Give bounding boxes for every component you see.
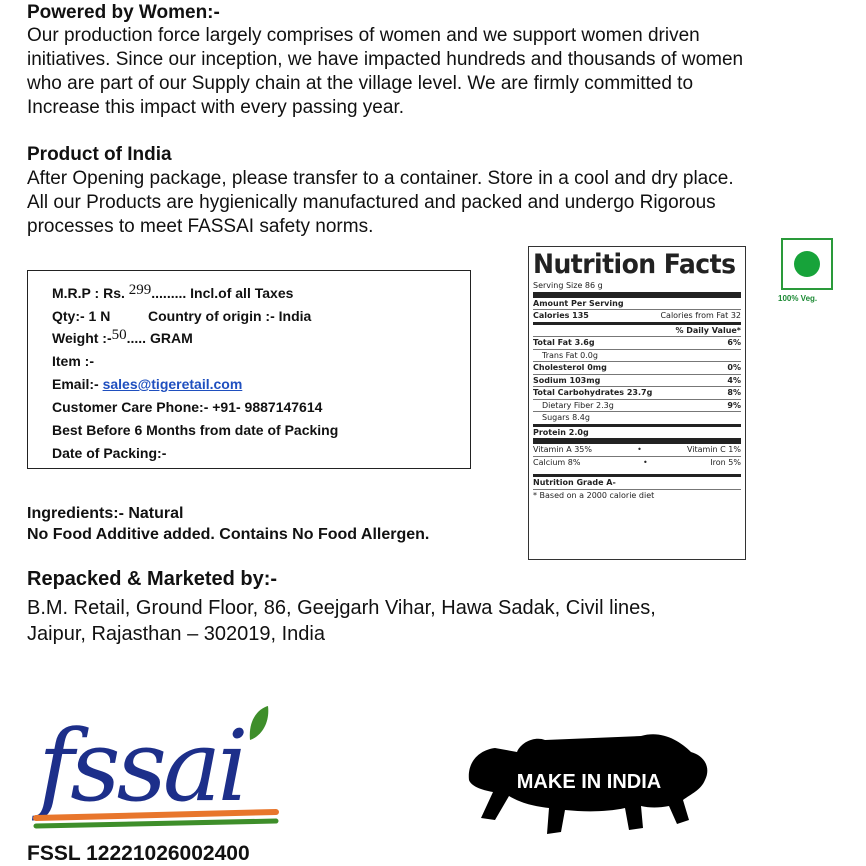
mrp-value: 299 [128,282,152,298]
nutrition-facts-panel [528,246,746,560]
sugars-row [533,411,741,424]
cholesterol-dv: 0% [727,363,741,372]
qty-line: Qty:- 1 N [52,308,111,324]
ingredients [27,503,429,545]
women-line: initiatives. Since our inception, we have impacted hundreds and thousands of women [27,49,744,70]
fssai-logo-icon [30,700,290,835]
women-line: Increase this impact with every passing year. [27,97,405,118]
vitamin-c: Vitamin C 1% [686,445,741,454]
india-paragraph [27,167,734,239]
vitamin-row [533,438,741,456]
sodium-row [533,374,741,387]
weight-value: 50 [111,327,127,343]
marketed-address [27,595,656,647]
make-in-india-lion-icon [465,728,715,840]
sugars: Sugars 8.4g [542,413,590,422]
calories-from-fat: Calories from Fat 32 [660,311,741,320]
serving-size-text: Serving Size 86 g [533,281,603,290]
carbs: Total Carbohydrates 23.7g [533,388,653,397]
trans-fat: Trans Fat 0.0g [542,350,598,360]
fssai-license: FSSL 12221026002400 [27,842,250,865]
fiber-row [533,399,741,412]
weight-line [52,329,193,348]
footnote-row [533,489,741,502]
calories: Calories 135 [533,311,589,320]
daily-value-text: % Daily Value* [675,325,741,335]
veg-label: 100% Veg. [778,294,818,303]
cholesterol: Cholesterol 0mg [533,363,607,372]
women-paragraph [27,24,743,120]
cholesterol-row [533,361,741,374]
weight-prefix: Weight :- [52,330,112,346]
india-line: After Opening package, please transfer to a container. Store in a cool and dry place. [27,168,734,189]
marketed-heading: Repacked & Marketed by:- [27,568,278,590]
email-line [52,375,242,393]
address-line: Jaipur, Rajasthan – 302019, India [27,623,325,645]
daily-value-header [533,322,741,337]
email-link[interactable]: sales@tigeretail.com [102,376,243,392]
fiber: Dietary Fiber 2.3g [542,400,614,410]
serving-size [533,280,741,292]
phone-line: Customer Care Phone:- +91- 9887147614 [52,399,323,415]
india-heading: Product of India [27,144,172,165]
trans-fat-row [533,349,741,362]
nutrition-title: Nutrition Facts [533,249,736,280]
women-line: who are part of our Supply chain at the village level. We are firmly committed to [27,73,694,94]
calcium: Calcium 8% [533,457,581,467]
fssai-logo-text: fssai [38,710,245,824]
mrp-line [52,284,293,303]
total-fat: Total Fat 3.6g [533,338,595,347]
amount-per-serving [533,292,741,310]
women-line: Our production force largely comprises of women and we support women driven [27,25,700,46]
mrp-prefix: M.R.P : Rs. [52,285,125,301]
bullet: • [643,457,648,467]
email-prefix: Email:- [52,376,99,392]
make-in-india-text: MAKE IN INDIA [516,771,662,793]
protein: Protein 2.0g [533,427,589,437]
sodium-dv: 4% [727,375,741,385]
ingredients-line: Ingredients:- Natural [27,505,184,522]
allergen-line: No Food Additive added. Contains No Food Allergen. [27,526,430,543]
product-label-box [27,270,471,469]
women-heading: Powered by Women:- [27,2,220,23]
weight-suffix: ..... GRAM [126,330,193,346]
carbs-dv: 8% [727,388,741,397]
calories-row [533,309,741,322]
grade-row [533,474,741,489]
bullet: • [637,445,642,454]
address-line: B.M. Retail, Ground Floor, 86, Geejgarh Vihar, Hawa Sadak, Civil lines, [27,597,656,619]
total-fat-dv: 6% [727,338,741,347]
amount-text: Amount Per Serving [533,298,624,308]
iron: Iron 5% [710,457,741,467]
india-line: processes to meet FASSAI safety norms. [27,216,374,237]
veg-symbol-icon [781,238,833,290]
origin-line: Country of origin :- India [148,308,312,324]
india-line: All our Products are hygienically manufactured and packed and undergo Rigorous [27,192,716,213]
nutrition-grade: Nutrition Grade A- [533,478,616,487]
total-fat-row [533,336,741,349]
mineral-row [533,456,741,469]
fiber-dv: 9% [727,400,741,410]
mrp-suffix: ......... Incl.of all Taxes [151,285,294,301]
vitamin-a: Vitamin A 35% [533,445,592,454]
footnote: * Based on a 2000 calorie diet [533,490,655,500]
best-before-line: Best Before 6 Months from date of Packing [52,422,339,438]
sodium: Sodium 103mg [533,375,601,385]
protein-row [533,424,741,439]
carbs-row [533,386,741,399]
item-line: Item :- [52,353,94,369]
packing-date-line: Date of Packing:- [52,445,167,461]
